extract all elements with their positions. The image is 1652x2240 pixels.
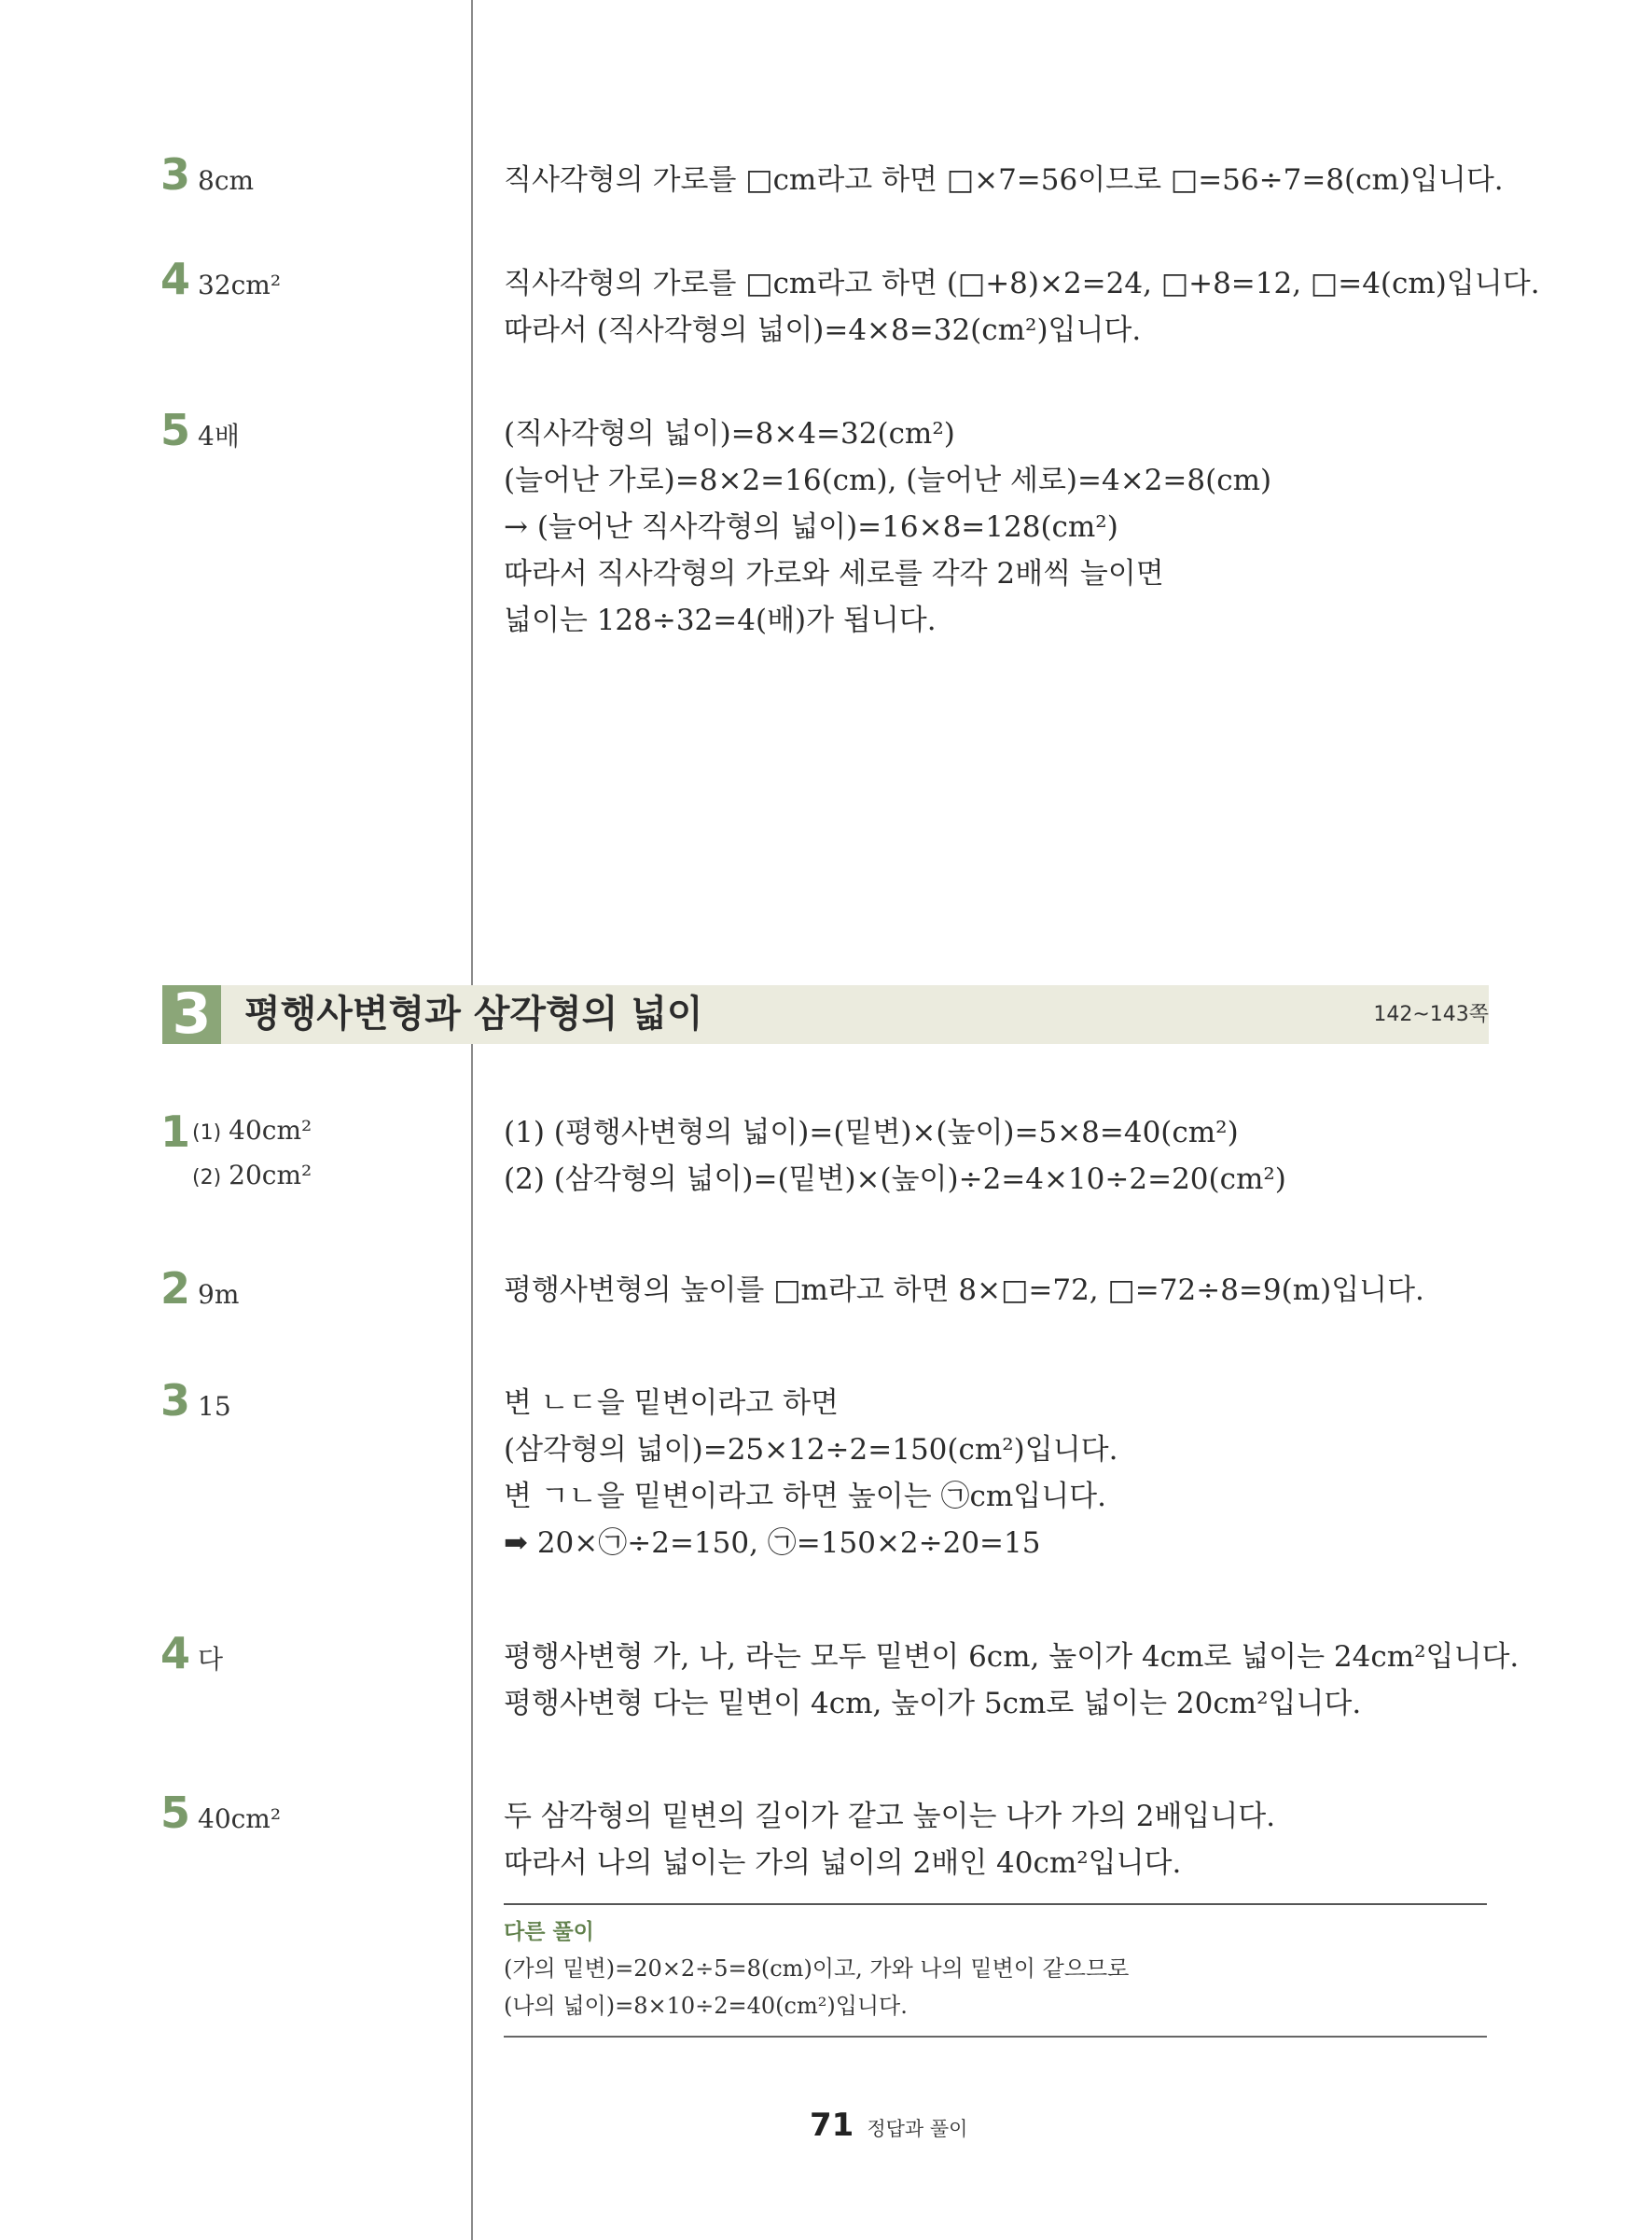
answer-3 (160, 149, 254, 200)
explanation-line: (늘어난 가로)=8×2=16(cm), (늘어난 세로)=4×2=8(cm) (504, 464, 1272, 497)
section-explanation-5 (504, 1793, 1275, 1886)
explanation-line: ➡ 20×㉠÷2=150, ㉠=150×2÷20=15 (504, 1526, 1041, 1560)
explanation-4 (504, 260, 1540, 354)
center-divider (471, 0, 473, 2240)
sub-answer-2 (192, 1160, 312, 1190)
section-explanation-4 (504, 1634, 1519, 1727)
explanation-line: (1) (평행사변형의 넓이)=(밑변)×(높이)=5×8=40(cm²) (504, 1116, 1239, 1149)
alt-solution-title: 다른 풀이 (504, 1920, 594, 1944)
explanation-line: (삼각형의 넓이)=25×12÷2=150(cm²)입니다. (504, 1433, 1118, 1467)
section-pages: 142~143쪽 (1373, 1003, 1489, 1026)
explanation-line: 따라서 (직사각형의 넓이)=4×8=32(cm²)입니다. (504, 313, 1142, 347)
sub-answer-value: 40cm² (229, 1115, 312, 1146)
alt-solution-line: (나의 넓이)=8×10÷2=40(cm²)입니다. (504, 1993, 908, 2019)
section-explanation-2 (504, 1267, 1424, 1314)
answer-number: 5 (160, 1788, 191, 1838)
answer-value: 15 (198, 1391, 231, 1422)
page-number: 71 (810, 2107, 854, 2144)
answer-value: 9m (198, 1279, 240, 1310)
sub-answer-1 (192, 1115, 312, 1146)
explanation-line: 직사각형의 가로를 □cm라고 하면 □×7=56이므로 □=56÷7=8(cm)입니다. (504, 163, 1504, 197)
answer-number: 5 (160, 405, 191, 455)
explanation-line: → (늘어난 직사각형의 넓이)=16×8=128(cm²) (504, 510, 1118, 544)
answer-value: 40cm² (198, 1803, 282, 1834)
explanation-line: 두 삼각형의 밑변의 길이가 같고 높이는 나가 가의 2배입니다. (504, 1800, 1276, 1833)
section-answer-4 (160, 1628, 223, 1678)
section-answer-3 (160, 1375, 231, 1426)
alt-solution-line: (가의 밑변)=20×2÷5=8(cm)이고, 가와 나의 밑변이 같으므로 (504, 1955, 1130, 1982)
sub-answer-label: (1) (192, 1121, 222, 1145)
explanation-line: 직사각형의 가로를 □cm라고 하면 (□+8)×2=24, □+8=12, □=4(cm)입니다. (504, 267, 1540, 300)
explanation-line: 따라서 직사각형의 가로와 세로를 각각 2배씩 늘이면 (504, 557, 1164, 591)
section-answer-1 (160, 1106, 194, 1157)
explanation-3 (504, 157, 1504, 203)
answer-number: 3 (160, 1375, 191, 1426)
explanation-line: 평행사변형 다는 밑변이 4cm, 높이가 5cm로 넓이는 20cm²입니다. (504, 1687, 1362, 1720)
answer-value: 4배 (198, 421, 240, 452)
answer-value: 8cm (198, 165, 255, 196)
section-explanation-3 (504, 1380, 1118, 1566)
explanation-5 (504, 410, 1271, 644)
explanation-line: 넓이는 128÷32=4(배)가 됩니다. (504, 604, 937, 637)
explanation-line: 변 ㄱㄴ을 밑변이라고 하면 높이는 ㉠cm입니다. (504, 1480, 1106, 1513)
alt-solution-top-rule (504, 1903, 1487, 1905)
page-footer (810, 2107, 967, 2144)
answer-number: 4 (160, 254, 191, 304)
explanation-line: 변 ㄴㄷ을 밑변이라고 하면 (504, 1386, 839, 1420)
footer-label: 정답과 풀이 (867, 2118, 968, 2140)
answer-number: 3 (160, 149, 191, 200)
explanation-line: (직사각형의 넓이)=8×4=32(cm²) (504, 417, 955, 451)
answer-value: 32cm² (198, 270, 282, 300)
alt-solution-bottom-rule (504, 2036, 1487, 2038)
section-answer-2 (160, 1263, 239, 1314)
explanation-line: 평행사변형의 높이를 □m라고 하면 8×□=72, □=72÷8=9(m)입니다. (504, 1273, 1424, 1307)
sub-answer-label: (2) (192, 1166, 222, 1190)
answer-value: 다 (198, 1644, 224, 1675)
section-number: 3 (162, 985, 221, 1044)
answer-number: 2 (160, 1263, 191, 1314)
explanation-line: (2) (삼각형의 넓이)=(밑변)×(높이)÷2=4×10÷2=20(cm²) (504, 1162, 1286, 1196)
sub-answer-value: 20cm² (229, 1160, 312, 1190)
explanation-line: 평행사변형 가, 나, 라는 모두 밑변이 6cm, 높이가 4cm로 넓이는 24cm²입니다. (504, 1640, 1520, 1674)
section-answer-5 (160, 1788, 281, 1838)
alt-solution-body (504, 1950, 1129, 2024)
answer-4 (160, 254, 281, 304)
explanation-line: 따라서 나의 넓이는 가의 넓이의 2배인 40cm²입니다. (504, 1846, 1182, 1880)
section-explanation-1 (504, 1109, 1286, 1203)
answer-number: 4 (160, 1628, 191, 1678)
section-title: 평행사변형과 삼각형의 넓이 (244, 993, 703, 1036)
answer-number: 1 (160, 1106, 191, 1157)
answer-5 (160, 405, 240, 455)
